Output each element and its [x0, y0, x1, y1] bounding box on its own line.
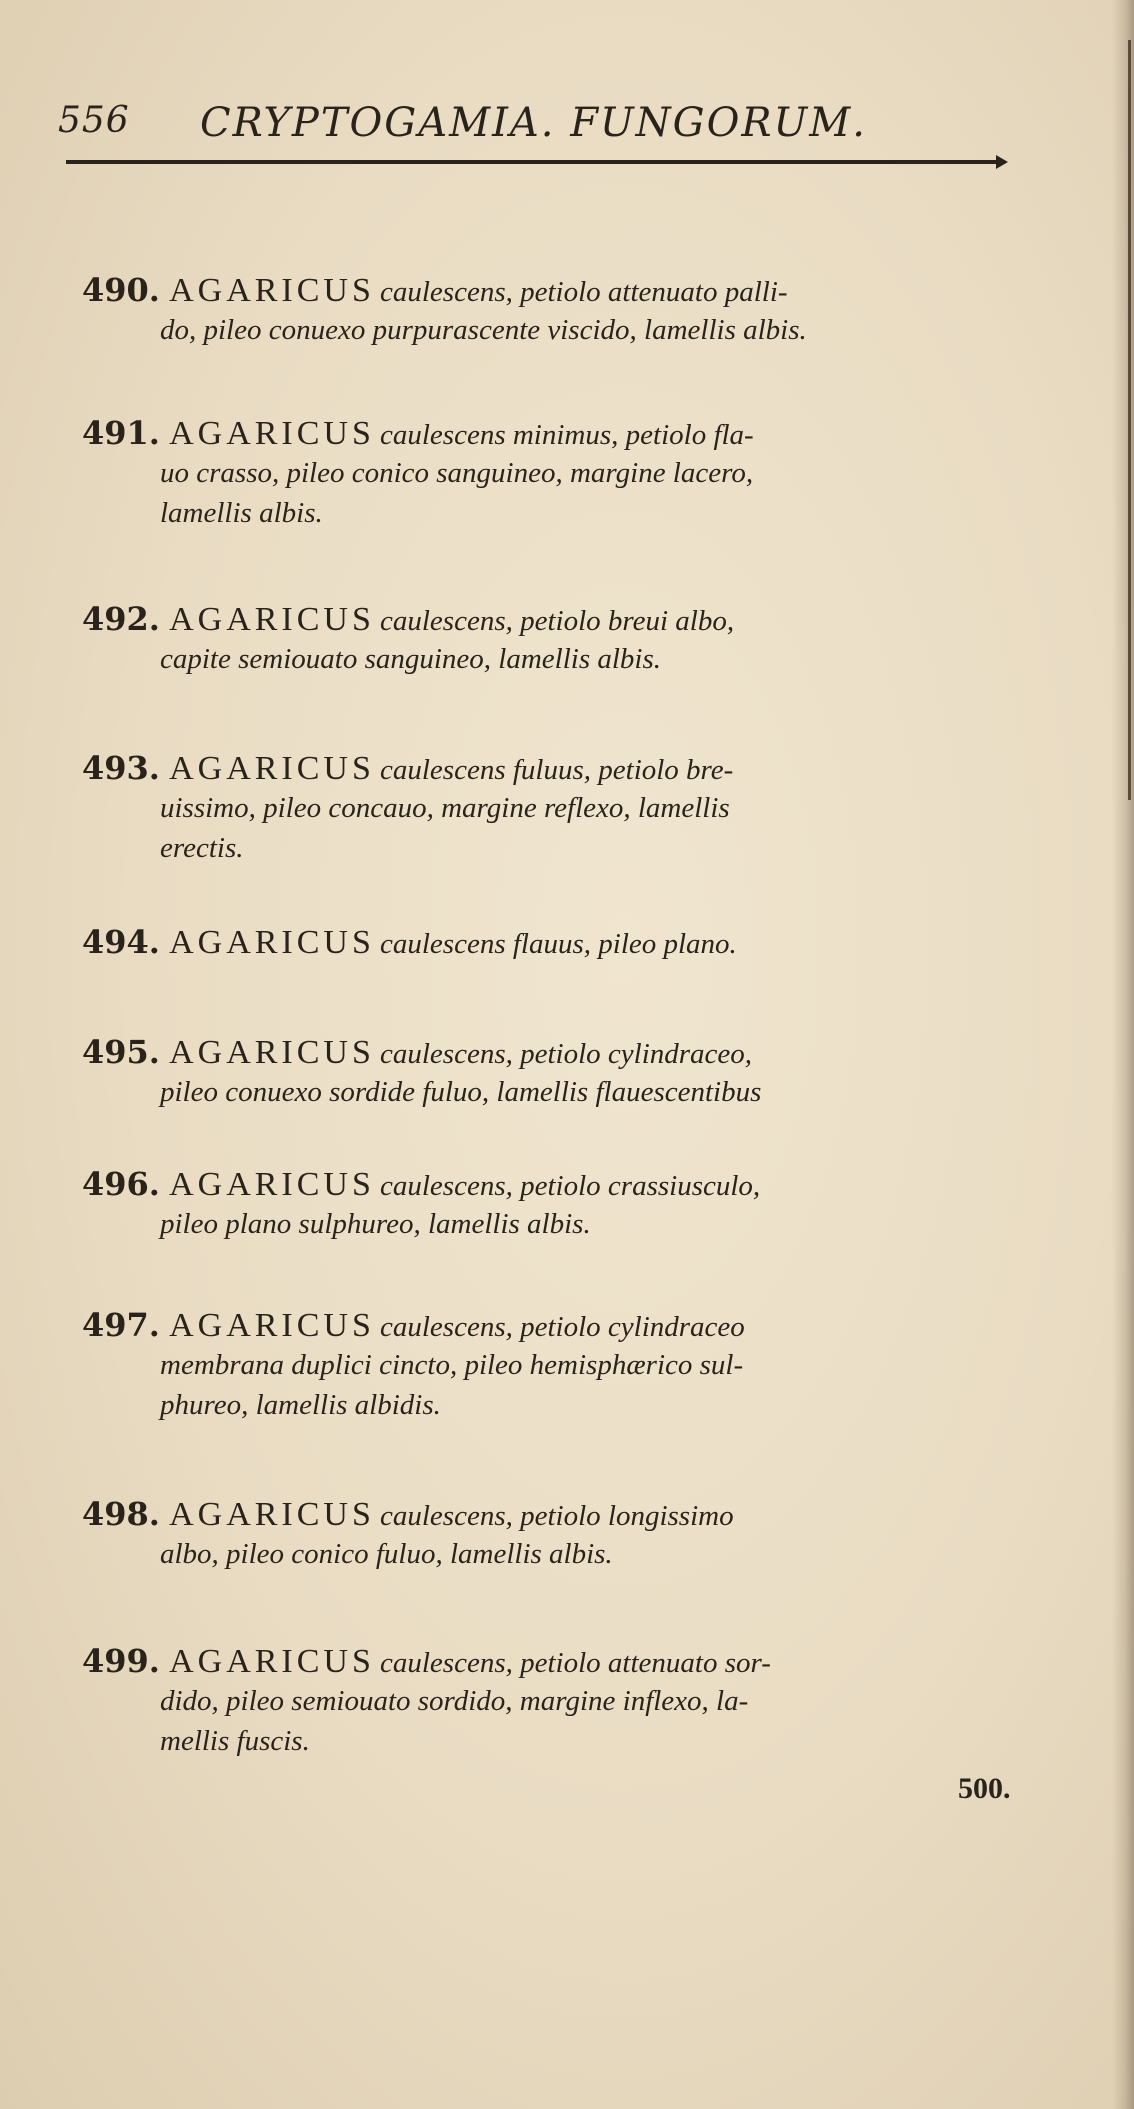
- entry-line: [82, 1345, 1042, 1385]
- entry-genus: AGARICUS: [169, 1166, 375, 1203]
- entry-description: caulescens flauus, pileo plano.: [380, 928, 737, 960]
- entry-line: [82, 1305, 1042, 1345]
- entry-description: caulescens, petiolo attenuato sor-: [380, 1647, 771, 1679]
- species-entry: [82, 599, 1042, 679]
- header-rule: [66, 160, 1004, 164]
- entry-description: phureo, lamellis albidis.: [160, 1389, 441, 1421]
- entry-line: [82, 748, 1042, 788]
- entry-number: 492.: [82, 600, 160, 638]
- entry-line: [82, 639, 1042, 679]
- entry-line: [82, 413, 1042, 453]
- entry-number: 499.: [82, 1642, 160, 1680]
- entry-description: caulescens, petiolo attenuato palli-: [380, 276, 788, 308]
- entry-description: membrana duplici cincto, pileo hemisphærico sul-: [160, 1349, 744, 1381]
- entry-number: 495.: [82, 1033, 160, 1071]
- entry-genus: AGARICUS: [169, 924, 375, 961]
- entry-line: [82, 1641, 1042, 1681]
- entry-description: caulescens minimus, petiolo fla-: [380, 419, 754, 451]
- entry-description: caulescens, petiolo breui albo,: [380, 605, 735, 637]
- running-title: CRYPTOGAMIA. FUNGORUM.: [200, 100, 867, 146]
- species-entry: [82, 1641, 1042, 1761]
- entry-line: [82, 922, 1042, 962]
- entry-description: caulescens, petiolo longissimo: [380, 1500, 734, 1532]
- entry-line: [82, 1032, 1042, 1072]
- species-entry: [82, 922, 1042, 962]
- entry-line: [82, 1164, 1042, 1204]
- entry-description: uissimo, pileo concauo, margine reflexo, lamellis: [160, 792, 730, 824]
- entry-number: 498.: [82, 1495, 160, 1533]
- entry-genus: AGARICUS: [169, 601, 375, 638]
- entry-line: [82, 599, 1042, 639]
- entry-number: 497.: [82, 1306, 160, 1344]
- entry-line: [82, 1534, 1042, 1574]
- entry-description: erectis.: [160, 832, 244, 864]
- entry-number: 494.: [82, 923, 160, 961]
- entry-genus: AGARICUS: [169, 415, 375, 452]
- catchword: 500.: [958, 1772, 1011, 1805]
- entry-genus: AGARICUS: [169, 272, 375, 309]
- entry-description: caulescens, petiolo crassiusculo,: [380, 1170, 761, 1202]
- entry-line: [82, 1204, 1042, 1244]
- entry-line: [82, 453, 1042, 493]
- entry-description: pileo plano sulphureo, lamellis albis.: [160, 1208, 591, 1240]
- entry-description: uo crasso, pileo conico sanguineo, margine lacero,: [160, 457, 754, 489]
- entry-description: pileo conuexo sordide fuluo, lamellis flauescentibus: [160, 1076, 762, 1108]
- entry-line: [82, 828, 1042, 868]
- page-edge-line: [1128, 40, 1131, 800]
- species-entry: [82, 1494, 1042, 1574]
- entry-description: albo, pileo conico fuluo, lamellis albis.: [160, 1538, 613, 1570]
- entry-number: 493.: [82, 749, 160, 787]
- entry-description: mellis fuscis.: [160, 1725, 310, 1757]
- header-rule-arrow: [996, 155, 1008, 169]
- entry-genus: AGARICUS: [169, 1496, 375, 1533]
- species-entry: [82, 1164, 1042, 1244]
- entry-genus: AGARICUS: [169, 1643, 375, 1680]
- entry-number: 496.: [82, 1165, 160, 1203]
- entry-number: 490.: [82, 271, 160, 309]
- entry-genus: AGARICUS: [169, 1034, 375, 1071]
- species-entry: [82, 748, 1042, 868]
- page-header: [58, 100, 1008, 148]
- entry-genus: AGARICUS: [169, 750, 375, 787]
- entry-description: caulescens, petiolo cylindraceo: [380, 1311, 745, 1343]
- entry-description: caulescens fuluus, petiolo bre-: [380, 754, 734, 786]
- entry-description: dido, pileo semiouato sordido, margine inflexo, la-: [160, 1685, 749, 1717]
- entry-line: [82, 1385, 1042, 1425]
- species-entry: [82, 1032, 1042, 1112]
- entry-description: capite semiouato sanguineo, lamellis albis.: [160, 643, 662, 675]
- entry-line: [82, 270, 1042, 310]
- entry-description: caulescens, petiolo cylindraceo,: [380, 1038, 753, 1070]
- entry-line: [82, 1494, 1042, 1534]
- entry-line: [82, 1072, 1042, 1112]
- species-entry: [82, 270, 1042, 350]
- species-entry: [82, 1305, 1042, 1425]
- entry-description: do, pileo conuexo purpurascente viscido, lamellis albis.: [160, 314, 807, 346]
- entry-line: [82, 493, 1042, 533]
- entry-line: [82, 310, 1042, 350]
- species-entry: [82, 413, 1042, 533]
- entry-line: [82, 1721, 1042, 1761]
- entry-number: 491.: [82, 414, 160, 452]
- entry-line: [82, 1681, 1042, 1721]
- entry-line: [82, 788, 1042, 828]
- entry-genus: AGARICUS: [169, 1307, 375, 1344]
- entry-description: lamellis albis.: [160, 497, 323, 529]
- page-number: 556: [58, 100, 130, 141]
